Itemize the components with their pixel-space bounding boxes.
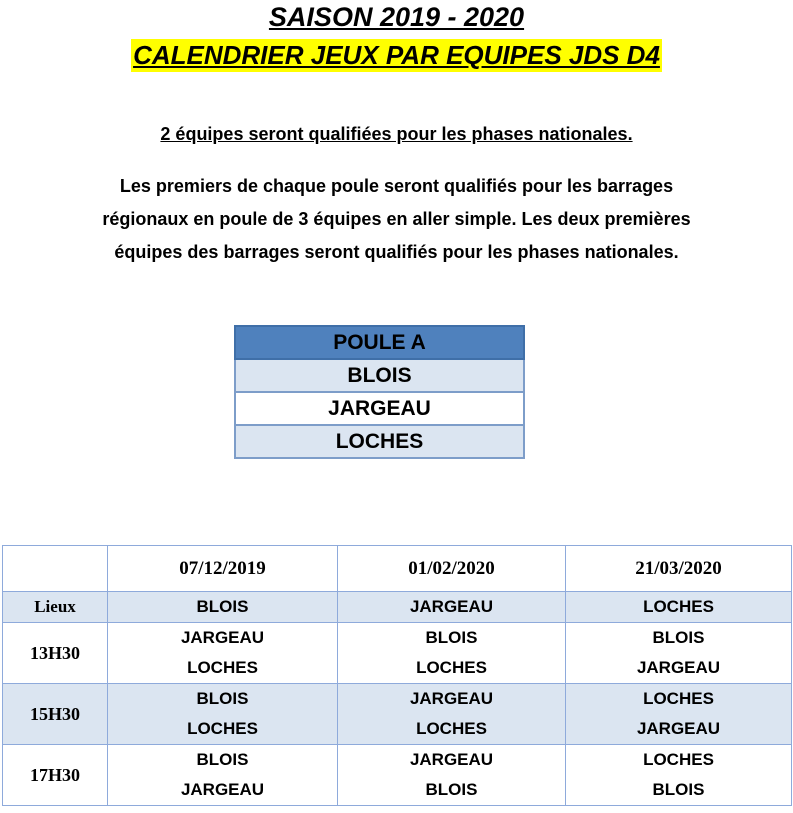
lieu-cell: JARGEAU [338, 592, 566, 623]
qualification-paragraph [30, 170, 763, 269]
time-cell: 17H30 [3, 745, 108, 806]
match-cell [566, 623, 792, 684]
lieux-label: Lieux [3, 592, 108, 623]
poule-title: POULE A [235, 326, 524, 359]
team-name: BLOIS [652, 780, 705, 799]
team-name: BLOIS [652, 628, 705, 647]
poule-team-row [235, 359, 524, 392]
time-cell: 13H30 [3, 623, 108, 684]
team-name: JARGEAU [180, 628, 265, 647]
match-cell [338, 684, 566, 745]
paragraph-line: Les premiers de chaque poule seront qualifiés pour les barrages [119, 176, 674, 196]
lieu-cell: BLOIS [108, 592, 338, 623]
calendar-lieux-row [3, 592, 792, 623]
team-name: JARGEAU [180, 780, 265, 799]
team-name: LOCHES [187, 719, 258, 738]
match-cell [108, 623, 338, 684]
poule-team-row [235, 425, 524, 458]
team-name: BLOIS [425, 628, 478, 647]
calendar-title: CALENDRIER JEUX PAR EQUIPES JDS D4 [133, 40, 660, 70]
season-title: SAISON 2019 - 2020 [268, 2, 525, 32]
poule-table [234, 325, 525, 459]
time-cell: 15H30 [3, 684, 108, 745]
match-cell [566, 745, 792, 806]
poule-team: LOCHES [235, 425, 524, 458]
poule-team: BLOIS [235, 359, 524, 392]
match-cell [108, 745, 338, 806]
match-cell [566, 684, 792, 745]
team-name: LOCHES [187, 658, 258, 677]
calendar-table [2, 545, 792, 806]
team-name: LOCHES [416, 719, 487, 738]
poule-team-row [235, 392, 524, 425]
team-name: JARGEAU [636, 719, 721, 738]
calendar-title-wrap [0, 39, 793, 72]
team-name: BLOIS [196, 750, 249, 769]
lieu-cell: LOCHES [566, 592, 792, 623]
date-cell: 01/02/2020 [338, 546, 566, 592]
team-name: JARGEAU [636, 658, 721, 677]
qualification-note: 2 équipes seront qualifiées pour les phases nationales. [160, 124, 633, 144]
team-name: LOCHES [643, 750, 714, 769]
team-name: JARGEAU [409, 689, 494, 708]
date-cell: 21/03/2020 [566, 546, 792, 592]
match-cell [108, 684, 338, 745]
calendar-slot-row [3, 623, 792, 684]
team-name: JARGEAU [409, 750, 494, 769]
paragraph-line: équipes des barrages seront qualifiés pour les phases nationales. [114, 242, 679, 262]
team-name: LOCHES [416, 658, 487, 677]
team-name: BLOIS [196, 689, 249, 708]
match-cell [338, 623, 566, 684]
poule-team: JARGEAU [235, 392, 524, 425]
poule-header-row [235, 326, 524, 359]
date-cell: 07/12/2019 [108, 546, 338, 592]
paragraph-line: régionaux en poule de 3 équipes en aller simple. Les deux premières [102, 209, 691, 229]
team-name: LOCHES [643, 689, 714, 708]
corner-cell [3, 546, 108, 592]
match-cell [338, 745, 566, 806]
calendar-slot-row [3, 745, 792, 806]
calendar-date-row [3, 546, 792, 592]
calendar-slot-row [3, 684, 792, 745]
team-name: BLOIS [425, 780, 478, 799]
